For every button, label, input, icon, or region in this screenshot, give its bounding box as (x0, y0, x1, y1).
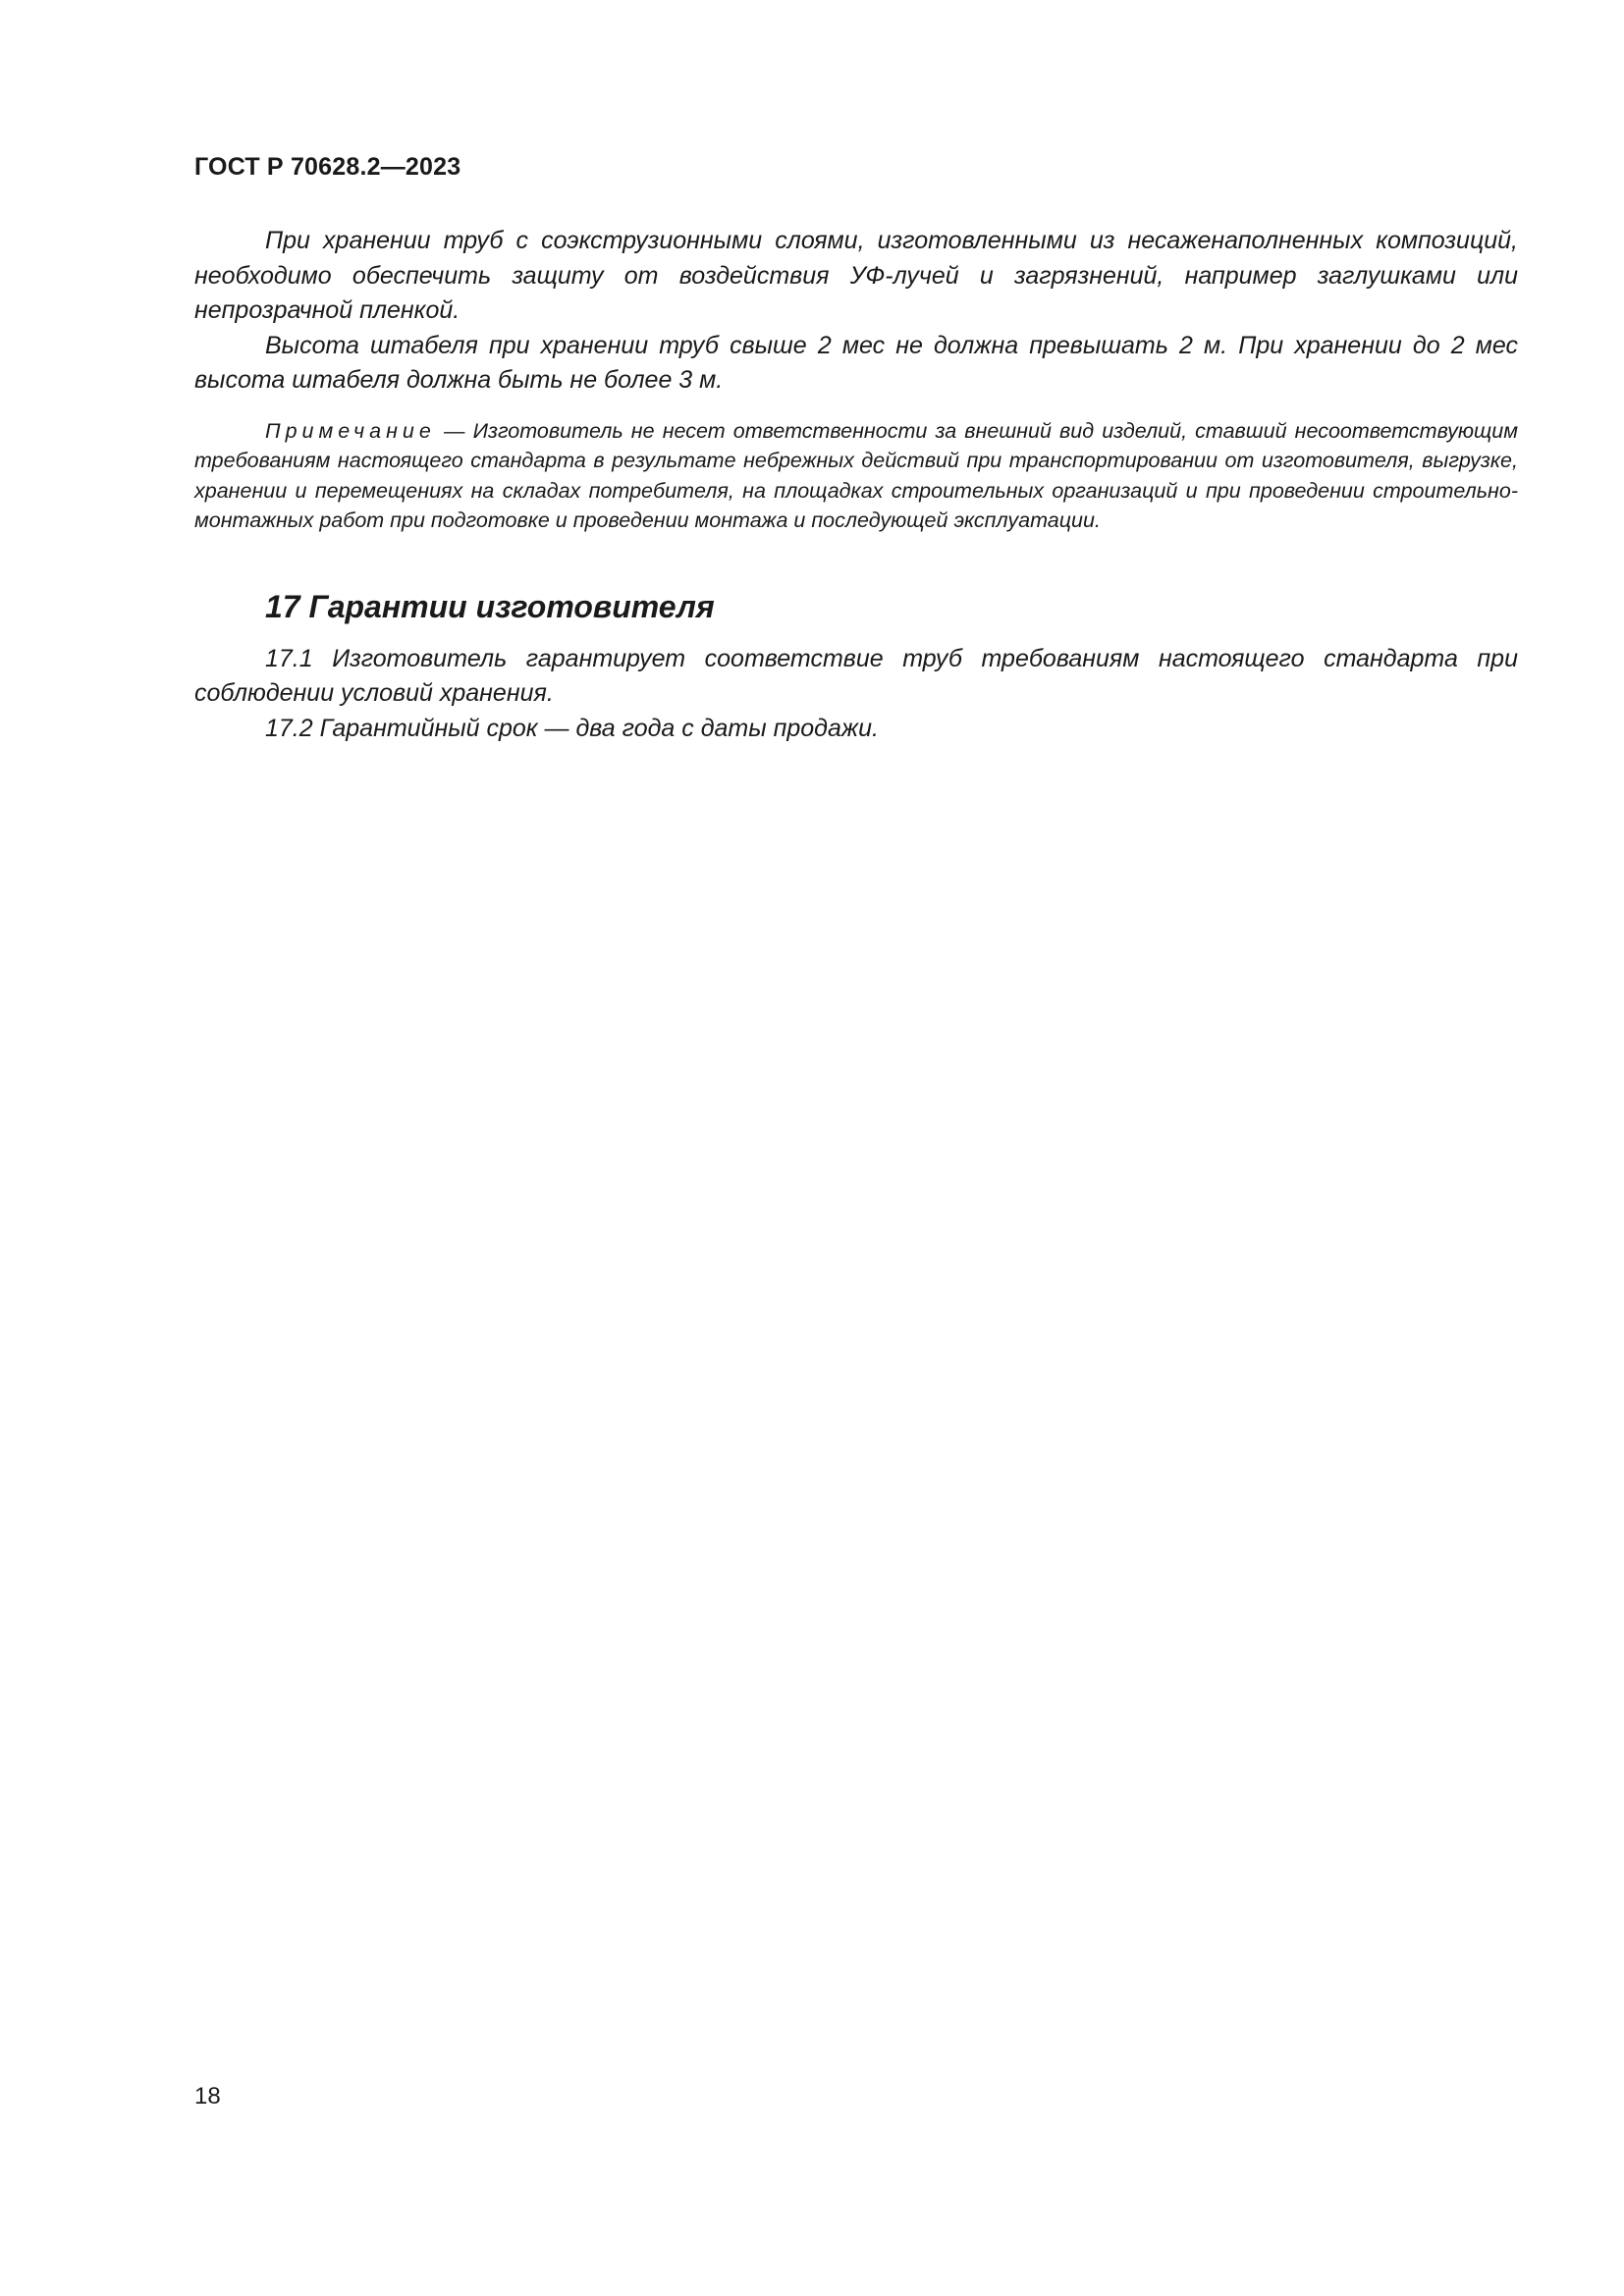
page-header-standard-id: ГОСТ Р 70628.2—2023 (194, 153, 461, 181)
section-17-heading: 17 Гарантии изготовителя (265, 588, 715, 624)
storage-note (194, 416, 1518, 536)
document-body (194, 224, 1518, 746)
storage-paragraph-coextrusion: При хранении труб с соэкструзионными слоями, изготовленными из несаженаполненных композиций, необходимо обеспечить защиту от воздействия УФ-лучей и загрязнений, например заглушками или непрозрачной пленкой. (194, 227, 1518, 324)
note-label: Примечание (265, 418, 436, 443)
note-text: — Изготовитель не несет ответственности за внешний вид изделий, ставший несоответствующим требованиям настоящего стандарта в результате небрежных действий при транспортировании от изготовителя, выгрузке, хранении и перемещениях на складах потребителя, на площадках строительных организаций и при проведении строительно-монтажных работ при подготовке и проведении монтажа и последующей эксплуатации. (194, 418, 1518, 533)
clause-17-1: 17.1 Изготовитель гарантирует соответствие труб требованиям настоящего стандарта при соблюдении условий хранения. (194, 644, 1518, 708)
clause-17-2: 17.2 Гарантийный срок — два года с даты продажи. (265, 714, 879, 742)
page-number: 18 (194, 2083, 221, 2109)
storage-paragraph-stack-height: Высота штабеля при хранении труб свыше 2 мес не должна превышать 2 м. При хранении до 2 мес высота штабеля должна быть не более 3 м. (194, 331, 1518, 394)
